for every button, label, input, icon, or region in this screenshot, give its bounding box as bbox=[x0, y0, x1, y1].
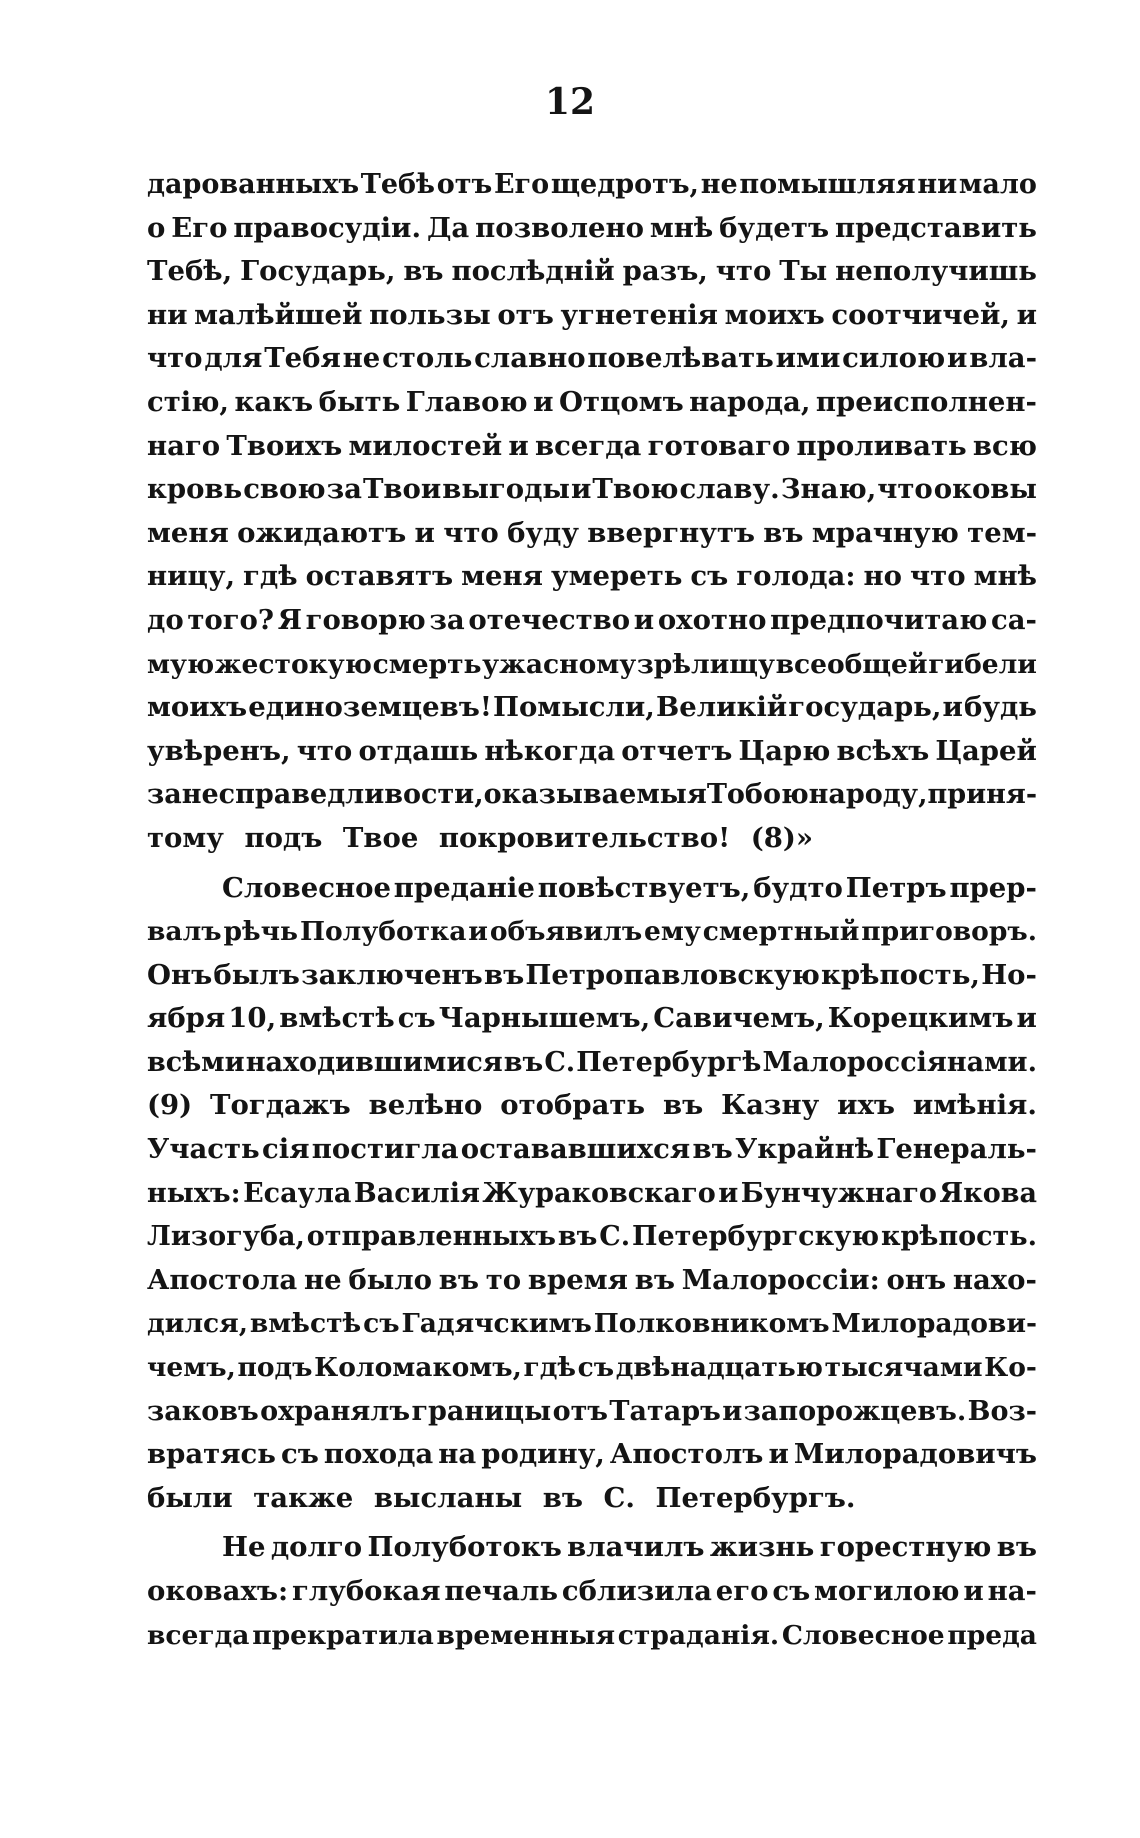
text-line: ни малѣйшей пользы отъ угнетенія моихъ соотчичей, и bbox=[147, 298, 1037, 331]
text-line: вратясь съ похода на родину, Апостолъ и Милорадовичъ bbox=[147, 1438, 1037, 1471]
text-line: всегда прекратила временныя страданія. Словесное преда bbox=[147, 1619, 1037, 1651]
text-line: Лизогуба, отправленныхъ въ С. Петербургскую крѣпость. bbox=[147, 1221, 1037, 1253]
page-number: 12 bbox=[544, 81, 596, 123]
text-line: (9) Тогдажъ велѣно отобрать въ Казну ихъ имѣнія. bbox=[147, 1089, 1037, 1122]
text-line: мую жестокую смерть ужасному зрѣлищу всеобщей гибели bbox=[147, 648, 1037, 680]
text-line: оковахъ: глубокая печаль сблизила его съ могилою и на- bbox=[147, 1575, 1037, 1607]
text-line: валъ рѣчь Полуботка и объявилъ ему смертный приговоръ. bbox=[147, 916, 1037, 948]
text-line: стію, какъ быть Главою и Отцомъ народа, преисполнен- bbox=[147, 385, 1037, 418]
body-text bbox=[147, 163, 1037, 1657]
text-line: наго Твоихъ милостей и всегда готоваго проливать всю bbox=[147, 429, 1037, 462]
text-line: о Его правосудіи. Да позволено мнѣ будетъ представить bbox=[147, 211, 1037, 244]
text-line: чемъ, подъ Коломакомъ, гдѣ съ двѣнадцатью тысячами Ко- bbox=[147, 1352, 1037, 1384]
text-line: Не долго Полуботокъ влачилъ жизнь горестную въ bbox=[222, 1531, 1037, 1564]
text-line: дарованныхъ Тебѣ отъ Его щедротъ, не помышляя ни мало bbox=[147, 169, 1037, 200]
text-line: Участь сія постигла остававшихся въ Украйнѣ Генераль- bbox=[147, 1133, 1037, 1166]
text-line: Словесное преданіе повѣствуетъ, будто Петръ прер- bbox=[222, 871, 1037, 904]
text-line: моихъ единоземцевъ! Помысли, Великій государь, и будь bbox=[147, 691, 1037, 724]
text-line: ницу, гдѣ оставятъ меня умереть съ голода: но что мнѣ bbox=[147, 560, 1037, 593]
text-line: меня ожидаютъ и что буду ввергнутъ въ мрачную тем- bbox=[147, 516, 1037, 549]
text-line: Онъ былъ заключенъ въ Петропавловскую крѣпость, Но- bbox=[147, 958, 1037, 991]
text-line: увѣренъ, что отдашь нѣкогда отчетъ Царю всѣхъ Царей bbox=[147, 734, 1037, 767]
text-line: заковъ охранялъ границы отъ Татаръ и запорожцевъ. Воз- bbox=[147, 1395, 1037, 1427]
text-line: ныхъ: Есаула Василія Жураковскаго и Бунчужнаго Якова bbox=[147, 1177, 1037, 1209]
text-line: всѣми находившимися въ С. Петербургѣ Малороссіянами. bbox=[147, 1046, 1037, 1078]
text-line: дился, вмѣстѣ съ Гадячскимъ Полковникомъ Милорадови- bbox=[147, 1308, 1037, 1340]
text-line: что для Тебя не столь славно повелѣвать ими силою и вла- bbox=[147, 342, 1037, 375]
text-line: тому подъ Твое покровительство! (8)» bbox=[147, 821, 814, 854]
text-line: за несправедливости, оказываемыя Тобою народу, приня- bbox=[147, 779, 1037, 811]
text-line: были также высланы въ С. Петербургъ. bbox=[147, 1481, 856, 1514]
text-line: ября 10, вмѣстѣ съ Чарнышемъ, Савичемъ, Корецкимъ и bbox=[147, 1002, 1037, 1035]
text-line: до того? Я говорю за отечество и охотно предпочитаю са- bbox=[147, 603, 1037, 636]
text-line: Апостола не было въ то время въ Малороссіи: онъ нахо- bbox=[147, 1263, 1037, 1296]
text-line: Тебѣ, Государь, въ послѣдній разъ, что Ты неполучишь bbox=[147, 255, 1037, 288]
text-line: кровь свою за Твои выгоды и Твою славу. Знаю, что оковы bbox=[147, 473, 1037, 506]
